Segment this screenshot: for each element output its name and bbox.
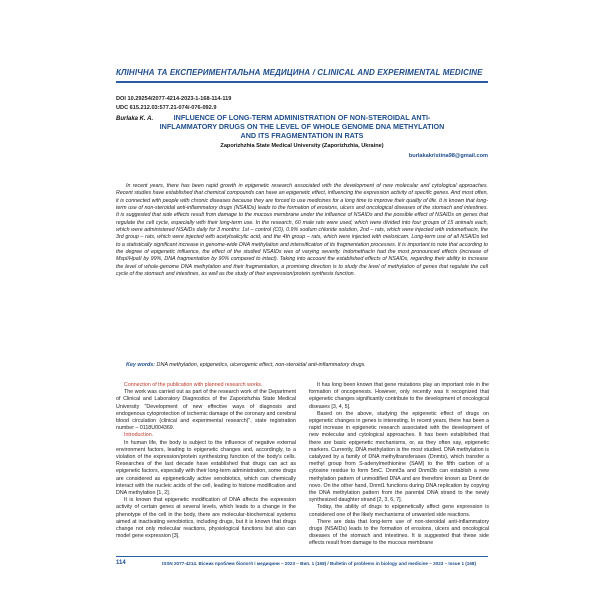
body-paragraph: Today, the ability of drugs to epigenetically affect gene expression is considered one of the likely mechanisms of unwanted side reactions. — [309, 504, 489, 518]
body-column-right — [309, 382, 489, 548]
connection-heading: Connection of the publication with planned research works. — [124, 382, 263, 388]
page-number: 114 — [116, 560, 126, 566]
keywords — [126, 362, 486, 368]
body-paragraph: There are data that long-term use of non-steroidal anti-inflammatory drugs (NSAIDs) leads to the formation of erosions, ulcers and oncological diseases of the stomach and intestines. It is suggested that these side effects result from damage to the mucous membrane — [309, 518, 489, 547]
abstract-text: In recent years, there has been rapid growth in epigenetic research associated with the development of new molecular and cytological approaches. Recent studies have established that chemical compounds can have an epigenetic effect, influencing the expression activity of specific genes. And most often, it is connected with people with chronic diseases because they are forced to use medicines for a long time to improve their quality of life. It is known that long-term use of non-steroidal anti-inflammatory drugs (NSAIDs) leads to the formation of erosions, ulcers and oncological diseases of the stomach and intestines. It is suggested that side effects result from damage to the mucous membrane under the influence of NSAIDs and the possible effect of NSAIDs on genes that regulate the cell cycle, especially with their long-term use. In the research, 60 male rats were used, which were divided into four groups of 15 animals each, which were administered NSAIDs daily for 3 months: 1st – control (C0), 0.9% sodium chloride solution, 2nd – rats, which were injected with indomethacin, the 3rd group – rats, which were injected with acetylsalicylic acid, and the 4th group – rats, which were injected with meloxicam. Long-term use of all NSAIDs led to a statistically significant increase in genome-wide DNA methylation and intensification of its fragmentation processes. It is important to note that according to the degree of epigenetic influence, the effect of the studied NSAIDs was of varying severity. Indomethacin had the most pronounced effects (increase of MspI/HpaII by 99%, DNA fragmentation by 90% compared to intact). Taking into account the established effects of NSAIDs, regarding their ability to increase the level of whole-genome DNA methylation and their fragmentation, a promising direction is to study the level of methylation of genes that regulate the cell cycle of the stomach and intestines, as well as the study of their expression/protein synthesis function. — [116, 183, 488, 278]
footer-citation: ISSN 2077-4214. Вісник проблем біології і медицини – 2023 – Вип. 1 (168) / Bulletin of problems in biology and medicine – 2023 – Issue 1 (168) — [162, 561, 477, 566]
keywords-text: DNA methylation, epigenetics, ulcerogenic effect, non-steroidal anti-inflammatory drugs. — [155, 362, 366, 368]
udc-line: UDC 615.212.03:577.21-074/-076-092.9 — [116, 105, 217, 111]
keywords-label: Key words: — [126, 362, 156, 368]
introduction-paragraph: In human life, the body is subject to the influence of negative external environment factors, leading to epigenetic changes and, accordingly, to a violation of the expression/protein synthesizing function of the body's cells. Researches of the last decade have established that drugs can act as epigenetic factors, especially with their long-term administration, some drugs are considered as epigenetically active xenobiotics, which can chemically interact with the nucleic acids of the cell, leading to histone modification and DNA methylation [1, 2]. — [116, 439, 296, 497]
affiliation: Zaporizhzhia State Medical University (Zaporizhzhia, Ukraine) — [220, 143, 384, 149]
article-title-line-3: AND ITS FRAGMENTATION IN RATS — [240, 131, 364, 140]
body-column-left — [116, 382, 296, 540]
body-paragraph: Based on the above, studying the epigenetic effect of drugs on epigenetic changes in genes is interesting. In recent years, there has been a rapid increase in epigenetic research associated with the development of new molecular and cytological approaches. It has been established that there are basic epigenetic mechanisms, or, as they often say, epigenetic markers. Currently, DNA methylation is the most studied. DNA methylation is catalyzed by a family of DNA methyltransferases (Dnmts), which transfer a methyl group from S-adenylmethionine (SAM) to the fifth carbon of a cytosine residue to form 5mC. Dnmt3a and Dnmt3b can establish a new methylation pattern of unmodified DNA and are therefore known as Dnmt de novo. On the other hand, Dnmt1 functions during DNA replication by copying the DNA methylation pattern from the parental DNA strand to the newly synthesized daughter strand [2, 3, 6, 7]. — [309, 410, 489, 504]
introduction-paragraph: It is known that epigenetic modification of DNA affects the expression activity of certain genes at several levels, which leads to a change in the phenotype of the cell in the body, there are molecular-biochemical systems aimed at inactivating xenobiotics, including drugs, but it is known that drugs change not only molecular reactions, physiological functions but also can model gene expression [3]. — [116, 497, 296, 540]
introduction-heading: Introduction. — [124, 432, 154, 439]
connection-text: The work was carried out as part of the research work of the Department of Clinical and Laboratory Diagnostics of the Zaporizhzhia State Medical University "Development of new effective ways of diagnosis and endogenous cytoprotection of ischemic damage of the coronary and cerebral blood circulation (clinical and experimental research)", state registration number – 0118U004369. — [116, 389, 296, 432]
body-paragraph: It has long been known that gene mutations play an important role in the formation of oncogenesis. However, only recently was it recognized that epigenetic changes significantly contribute to the development of oncological diseases [3, 4, 5]. — [309, 382, 489, 410]
doi-line: DOI 10.29254/2077-4214-2023-1-168-114-119 — [116, 96, 232, 102]
footer-divider — [116, 556, 488, 557]
journal-section-header: КЛІНІЧНА ТА ЕКСПЕРИМЕНТАЛЬНА МЕДИЦИНА / CLINICAL AND EXPERIMENTAL MEDICINE — [116, 68, 483, 77]
author-email: burlakakristina98@gmail.com — [408, 153, 488, 159]
article-title-line-2: INFLAMMATORY DRUGS ON THE LEVEL OF WHOLE GENOME DNA METHYLATION — [159, 122, 445, 131]
header-divider — [116, 81, 488, 83]
author-name: Burlaka K. A. — [116, 116, 154, 122]
abstract — [116, 183, 488, 278]
article-title-line-1: INFLUENCE OF LONG-TERM ADMINISTRATION OF NON-STEROIDAL ANTI- — [173, 113, 431, 122]
